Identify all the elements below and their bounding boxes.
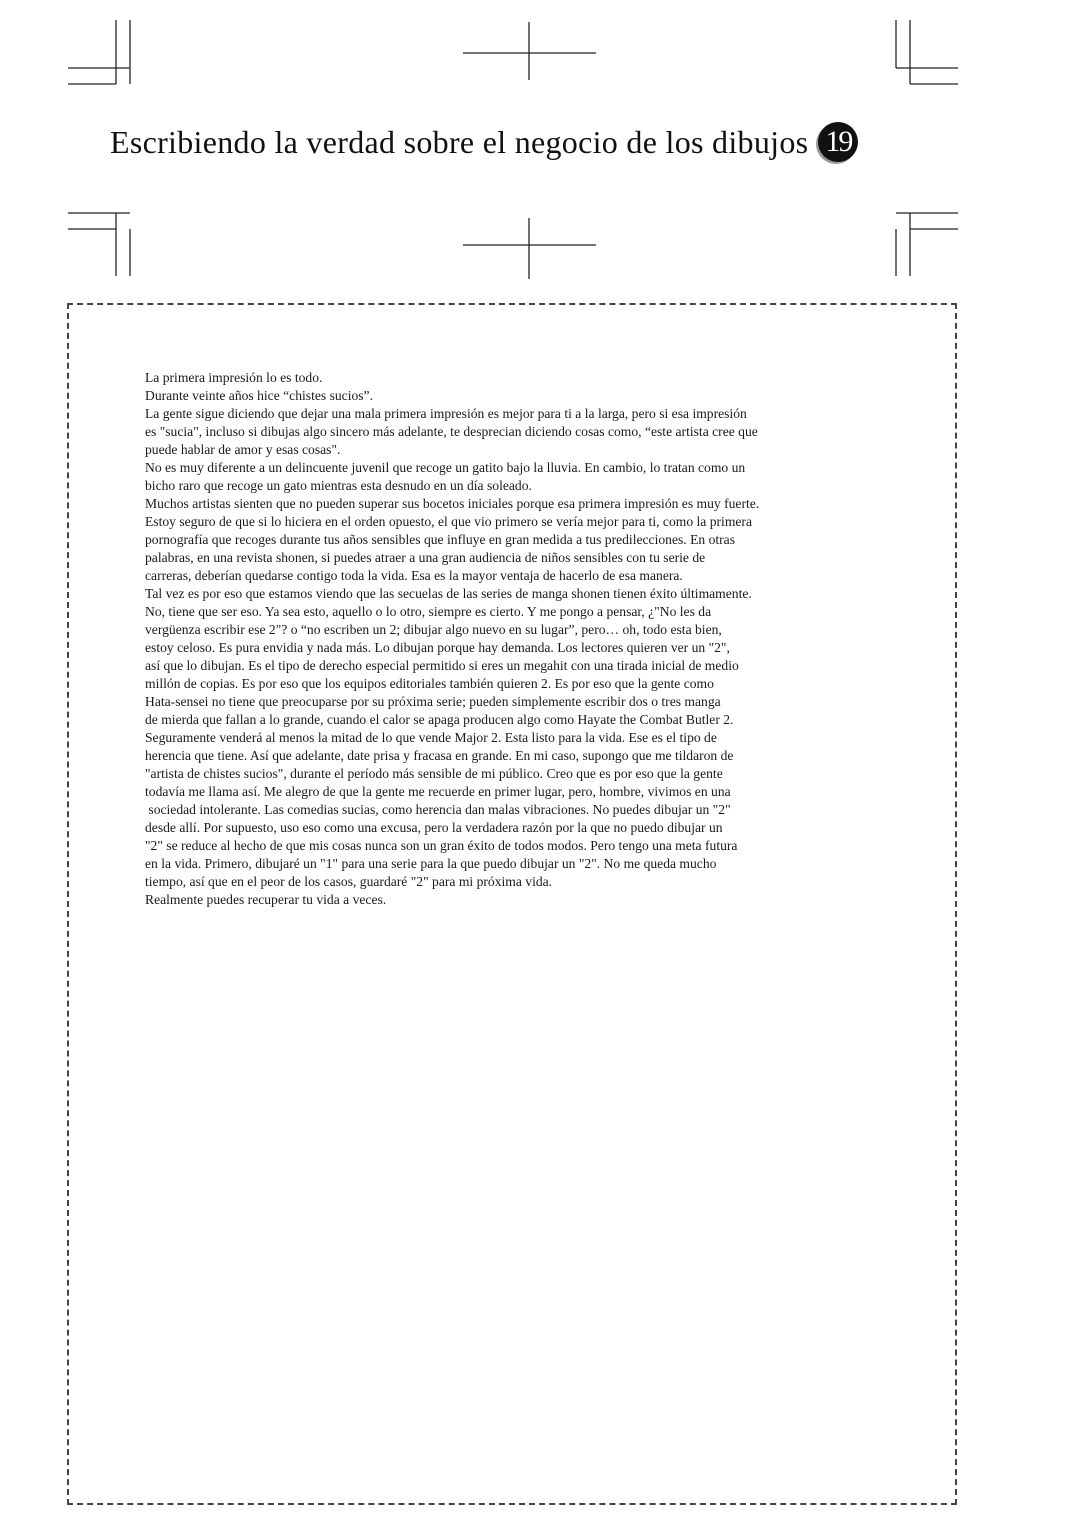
text-line: Hata-sensei no tiene que preocuparse por su próxima serie; pueden simplemente escribir dos o tres manga (145, 694, 721, 709)
text-line: No, tiene que ser eso. Ya sea esto, aquello o lo otro, siempre es cierto. Y me pongo a pensar, ¿"No les da (145, 604, 712, 619)
text-line: en la vida. Primero, dibujaré un "1" para una serie para la que puedo dibujar un "2". No me queda mucho (145, 856, 717, 871)
crop-mark-top-center (463, 22, 596, 80)
text-line: tiempo, así que en el peor de los casos, guardaré "2" para mi próxima vida. (145, 874, 553, 889)
text-line: de mierda que fallan a lo grande, cuando el calor se apaga producen algo como Hayate the Combat Butler 2. (145, 712, 734, 727)
text-line: así que lo dibujan. Es el tipo de derecho especial permitido si eres un megahit con una tirada inicial de medio (145, 658, 739, 673)
text-line: vergüenza escribir ese 2"? o “no escriben un 2; dibujar algo nuevo en su lugar”, pero… oh, todo esta bien, (145, 622, 722, 637)
text-line: todavía me llama así. Me alegro de que la gente me recuerde en primer lugar, pero, hombre, vivimos en una (145, 784, 731, 799)
page-title: Escribiendo la verdad sobre el negocio de los dibujos (110, 123, 809, 160)
text-line: Muchos artistas sienten que no pueden superar sus bocetos iniciales porque esa primera impresión es muy fuerte. (145, 496, 760, 511)
text-line: La primera impresión lo es todo. (145, 370, 323, 385)
text-line: carreras, deberían quedarse contigo toda la vida. Esa es la mayor ventaja de hacerlo de esa manera. (145, 568, 683, 583)
header (110, 122, 858, 162)
text-line: puede hablar de amor y esas cosas". (145, 442, 341, 457)
text-line: No es muy diferente a un delincuente juvenil que recoge un gatito bajo la lluvia. En cambio, lo tratan como un (145, 460, 746, 475)
text-line: Durante veinte años hice “chistes sucios”. (145, 388, 373, 403)
text-line: Tal vez es por eso que estamos viendo que las secuelas de las series de manga shonen tienen éxito últimamente. (145, 586, 752, 601)
text-line: es "sucia", incluso si dibujas algo sincero más adelante, te desprecian diciendo cosas como, “este artista cree que (145, 424, 758, 439)
crop-mark-top-left (68, 20, 130, 84)
text-line: herencia que tiene. Así que adelante, date prisa y fracasa en grande. En mi caso, supongo que me tildaron de (145, 748, 734, 763)
text-line: palabras, en una revista shonen, si puedes atraer a una gran audiencia de niños sensibles con tu serie de (145, 550, 706, 565)
text-line: La gente sigue diciendo que dejar una mala primera impresión es mejor para ti a la larga, pero si esa impresión (145, 406, 747, 421)
text-line: "2" se reduce al hecho de que mis cosas nunca son un gran éxito de todos modos. Pero tengo una meta futura (145, 838, 738, 853)
text-line: estoy celoso. Es pura envidia y nada más. Lo dibujan porque hay demanda. Los lectores quieren ver un "2", (145, 640, 730, 655)
text-line: bicho raro que recoge un gato mientras esta desnudo en un día soleado. (145, 478, 532, 493)
text-frame (67, 303, 957, 1505)
crop-mark-top-right (896, 20, 958, 84)
crop-mark-lower-right (896, 213, 958, 276)
text-line: sociedad intolerante. Las comedias sucias, como herencia dan malas vibraciones. No puedes dibujar un "2" (145, 802, 731, 817)
text-line: desde allí. Por supuesto, uso eso como una excusa, pero la verdadera razón por la que no puedo dibujar un (145, 820, 723, 835)
text-line: Realmente puedes recuperar tu vida a veces. (145, 892, 387, 907)
text-line: Seguramente venderá al menos la mitad de lo que vende Major 2. Esta listo para la vida. Ese es el tipo de (145, 730, 717, 745)
body-text (145, 369, 925, 909)
text-line: Estoy seguro de que si lo hiciera en el orden opuesto, el que vio primero se vería mejor para ti, como la primera (145, 514, 752, 529)
crop-mark-lower-left (68, 213, 130, 276)
text-line: pornografía que recoges durante tus años sensibles que influye en gran medida a tus predilecciones. En otras (145, 532, 736, 547)
text-line: "artista de chistes sucios", durante el período más sensible de mi público. Creo que es por eso que la gente (145, 766, 723, 781)
crop-mark-lower-center (463, 218, 596, 279)
text-line: millón de copias. Es por eso que los equipos editoriales también quieren 2. Es por eso que la gente como (145, 676, 714, 691)
chapter-number-badge: 19 (818, 122, 858, 162)
